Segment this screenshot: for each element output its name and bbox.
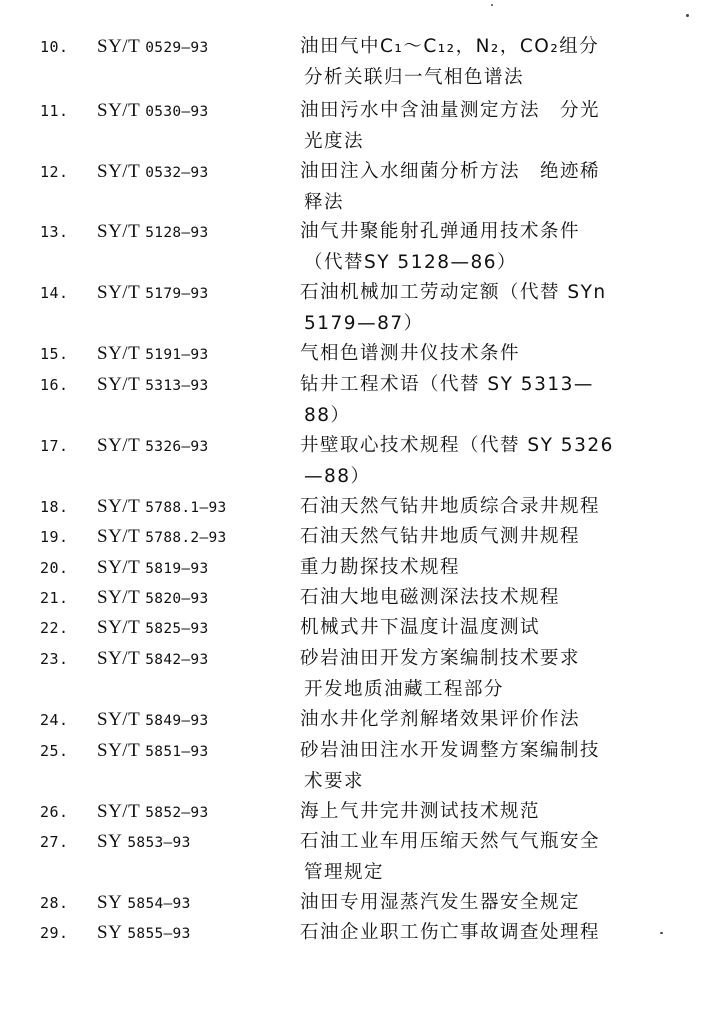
- standard-code: [97, 431, 209, 462]
- standard-title: [300, 827, 645, 888]
- standard-title: [300, 217, 645, 278]
- standard-serial: 5179—93: [145, 286, 209, 302]
- scan-speck: [660, 932, 663, 934]
- title-line: 井壁取心技术规程（代替 SY 5326: [300, 435, 614, 456]
- standard-serial: 5788.1—93: [145, 500, 227, 516]
- standard-title: [300, 553, 645, 584]
- standard-code: [97, 492, 227, 523]
- standard-title: [300, 96, 645, 157]
- standard-prefix: SY/T: [97, 648, 141, 669]
- standard-prefix: SY/T: [97, 374, 141, 395]
- title-line: 机械式井下温度计温度测试: [300, 617, 541, 638]
- title-line: —88）: [304, 465, 371, 487]
- entry-number: 28.: [40, 894, 69, 912]
- standard-prefix: SY/T: [97, 343, 141, 364]
- standard-code: [97, 736, 209, 767]
- entry-number: 26.: [40, 803, 69, 821]
- standard-serial: 5851—93: [145, 744, 209, 760]
- standard-title: [300, 613, 645, 644]
- standard-title: [300, 431, 645, 492]
- standard-serial: 5128—93: [145, 225, 209, 241]
- standard-title: [300, 32, 645, 93]
- standard-title: [300, 370, 645, 431]
- standard-serial: 5191—93: [145, 347, 209, 363]
- entry-number: 13.: [40, 223, 69, 241]
- title-line: 油田专用湿蒸汽发生器安全规定: [300, 892, 581, 913]
- title-line: 油田气中C₁～C₁₂，N₂，CO₂组分: [300, 36, 600, 57]
- standard-serial: 5326—93: [145, 439, 209, 455]
- standard-prefix: SY/T: [97, 221, 141, 242]
- scan-speck: [491, 4, 493, 6]
- entry-number: 21.: [40, 589, 69, 607]
- standard-prefix: SY/T: [97, 496, 141, 517]
- title-line: 管理规定: [304, 861, 385, 883]
- standard-title: [300, 797, 645, 828]
- standard-prefix: SY/T: [97, 587, 141, 608]
- title-line: 石油机械加工劳动定额（代替 SYn: [300, 282, 607, 303]
- standard-code: [97, 827, 191, 858]
- standard-prefix: SY/T: [97, 161, 141, 182]
- title-line: 石油企业职工伤亡事故调查处理程: [300, 922, 601, 943]
- entry-number: 12.: [40, 163, 69, 181]
- entry-number: 11.: [40, 102, 69, 120]
- title-line: 88）: [304, 404, 351, 426]
- title-line: 开发地质油藏工程部分: [304, 678, 505, 700]
- standard-code: [97, 553, 209, 584]
- entry-number: 29.: [40, 924, 69, 942]
- standard-prefix: SY/T: [97, 526, 141, 547]
- title-line: 钻井工程术语（代替 SY 5313—: [300, 374, 594, 395]
- title-line: 砂岩油田注水开发调整方案编制技: [300, 740, 601, 761]
- entry-number: 14.: [40, 284, 69, 302]
- title-line: 释法: [304, 191, 345, 213]
- standard-code: [97, 644, 209, 675]
- standard-code: [97, 339, 209, 370]
- standard-code: [97, 888, 191, 919]
- standard-code: [97, 370, 209, 401]
- title-line: 石油天然气钻井地质综合录井规程: [300, 496, 601, 517]
- title-line: 重力勘探技术规程: [300, 557, 461, 578]
- standard-title: [300, 522, 645, 553]
- title-line: 5179—87）: [304, 312, 424, 334]
- scan-speck: [686, 14, 689, 17]
- title-line: 油田污水中含油量测定方法 分光: [300, 100, 601, 121]
- entry-number: 25.: [40, 742, 69, 760]
- title-line: 石油大地电磁测深法技术规程: [300, 587, 561, 608]
- title-line: 油气井聚能射孔弹通用技术条件: [300, 221, 581, 242]
- title-line: 术要求: [304, 770, 365, 792]
- standard-title: [300, 888, 645, 919]
- entry-number: 18.: [40, 498, 69, 516]
- standard-prefix: SY/T: [97, 282, 141, 303]
- entry-number: 27.: [40, 833, 69, 851]
- standard-title: [300, 157, 645, 218]
- standard-prefix: SY/T: [97, 435, 141, 456]
- title-line: 石油工业车用压缩天然气气瓶安全: [300, 831, 601, 852]
- standard-code: [97, 583, 209, 614]
- entry-number: 22.: [40, 619, 69, 637]
- entry-number: 19.: [40, 528, 69, 546]
- standard-title: [300, 705, 645, 736]
- entry-number: 24.: [40, 711, 69, 729]
- standard-serial: 5853—93: [127, 835, 191, 851]
- standard-serial: 5788.2—93: [145, 530, 227, 546]
- standard-code: [97, 32, 209, 63]
- standard-serial: 5854—93: [127, 896, 191, 912]
- standard-code: [97, 705, 209, 736]
- standard-prefix: SY/T: [97, 557, 141, 578]
- standard-prefix: SY: [97, 922, 123, 943]
- title-line: 海上气井完井测试技术规范: [300, 801, 541, 822]
- standard-serial: 5825—93: [145, 621, 209, 637]
- title-line: （代替SY 5128—86）: [304, 251, 518, 273]
- title-line: 气相色谱测井仪技术条件: [300, 343, 521, 364]
- standard-serial: 0532—93: [145, 165, 209, 181]
- standard-title: [300, 736, 645, 797]
- standard-prefix: SY/T: [97, 740, 141, 761]
- standard-prefix: SY/T: [97, 617, 141, 638]
- entry-number: 15.: [40, 345, 69, 363]
- entry-number: 20.: [40, 559, 69, 577]
- standard-serial: 5855—93: [127, 926, 191, 942]
- standard-prefix: SY: [97, 892, 123, 913]
- title-line: 油水井化学剂解堵效果评价作法: [300, 709, 581, 730]
- standard-title: [300, 278, 645, 339]
- standard-serial: 0529—93: [145, 40, 209, 56]
- standard-prefix: SY/T: [97, 709, 141, 730]
- title-line: 砂岩油田开发方案编制技术要求: [300, 648, 581, 669]
- standard-title: [300, 918, 645, 949]
- standard-prefix: SY/T: [97, 100, 141, 121]
- entry-number: 10.: [40, 38, 69, 56]
- standard-serial: 5313—93: [145, 378, 209, 394]
- entry-number: 16.: [40, 376, 69, 394]
- entry-number: 17.: [40, 437, 69, 455]
- title-line: 分析关联归一气相色谱法: [304, 66, 525, 88]
- title-line: 油田注入水细菌分析方法 绝迹稀: [300, 161, 601, 182]
- standard-title: [300, 583, 645, 614]
- title-line: 石油天然气钻井地质气测井规程: [300, 526, 581, 547]
- title-line: 光度法: [304, 130, 365, 152]
- standard-code: [97, 157, 209, 188]
- entry-number: 23.: [40, 650, 69, 668]
- standard-code: [97, 217, 209, 248]
- standard-serial: 5820—93: [145, 591, 209, 607]
- standard-title: [300, 492, 645, 523]
- standard-prefix: SY/T: [97, 801, 141, 822]
- standard-code: [97, 278, 209, 309]
- standard-serial: 5852—93: [145, 805, 209, 821]
- standard-code: [97, 918, 191, 949]
- standard-code: [97, 96, 209, 127]
- standard-serial: 0530—93: [145, 104, 209, 120]
- standard-title: [300, 339, 645, 370]
- standard-prefix: SY: [97, 831, 123, 852]
- standard-prefix: SY/T: [97, 36, 141, 57]
- standard-code: [97, 522, 227, 553]
- standard-serial: 5819—93: [145, 561, 209, 577]
- standard-code: [97, 797, 209, 828]
- standard-title: [300, 644, 645, 705]
- standard-serial: 5849—93: [145, 713, 209, 729]
- standard-code: [97, 613, 209, 644]
- standard-serial: 5842—93: [145, 652, 209, 668]
